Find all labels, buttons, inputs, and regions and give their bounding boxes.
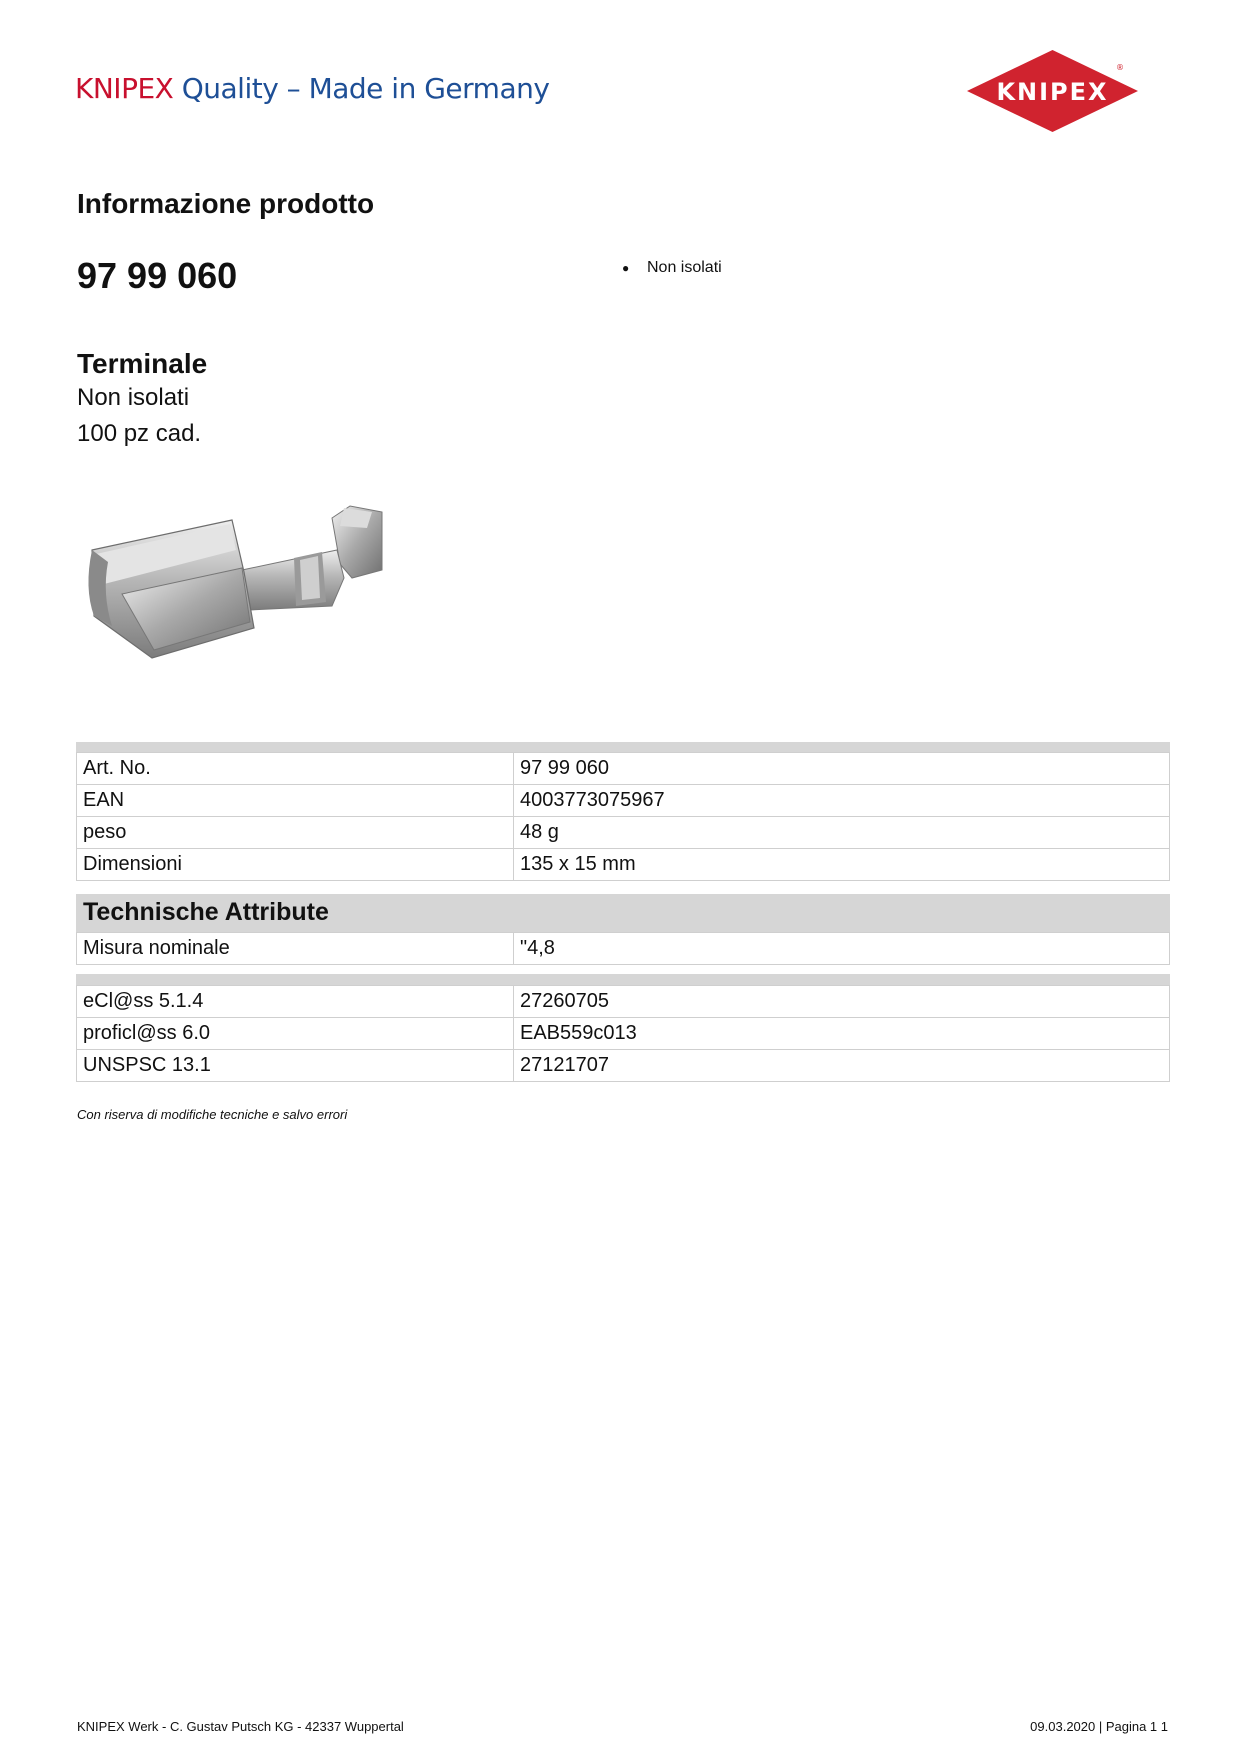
brand-tagline [75,72,549,105]
basic-info-table [76,752,1170,881]
product-name: Terminale [77,348,208,379]
feature-text: Non isolati [647,259,722,276]
table-row [77,1018,1170,1050]
logo-registered-mark: ® [1116,63,1124,72]
table-row [77,933,1170,965]
row-value: 4003773075967 [514,785,1170,817]
disclaimer-text: Con riserva di modifiche tecniche e salvo errori [77,1107,348,1122]
row-label: UNSPSC 13.1 [77,1050,514,1082]
article-number-heading: 97 99 060 [77,255,238,296]
row-value: EAB559c013 [514,1018,1170,1050]
page-title: Informazione prodotto [77,188,375,219]
brand-word: KNIPEX [75,72,174,105]
table-row [77,1050,1170,1082]
classification-table [76,985,1170,1082]
row-value: 27260705 [514,986,1170,1018]
row-label: eCl@ss 5.1.4 [77,986,514,1018]
row-label: proficl@ss 6.0 [77,1018,514,1050]
table-divider-bar [76,974,1170,985]
footer-company: KNIPEX Werk - C. Gustav Putsch KG - 42337 Wuppertal [77,1719,404,1734]
table-row [77,817,1170,849]
feature-item [622,258,722,278]
feature-list [622,258,722,278]
logo-text: KNIPEX [996,78,1109,106]
row-value: "4,8 [514,933,1170,965]
footer-date-page: 09.03.2020 | Pagina 1 1 [1030,1719,1168,1734]
brand-tagline-text: Quality – Made in Germany [181,72,550,105]
row-label: Art. No. [77,753,514,785]
row-label: Misura nominale [77,933,514,965]
table-row [77,753,1170,785]
row-value: 135 x 15 mm [514,849,1170,881]
technical-attributes-heading: Technische Attribute [76,894,1170,932]
table-row [77,785,1170,817]
technical-attributes-table [76,932,1170,965]
table-row [77,849,1170,881]
knipex-logo [965,48,1140,134]
row-value: 48 g [514,817,1170,849]
row-value: 27121707 [514,1050,1170,1082]
product-line-pack: 100 pz cad. [77,420,202,447]
bullet-icon: ● [622,261,630,275]
row-label: EAN [77,785,514,817]
row-label: peso [77,817,514,849]
row-label: Dimensioni [77,849,514,881]
product-line-insulation: Non isolati [77,384,190,411]
product-image [82,498,422,708]
row-value: 97 99 060 [514,753,1170,785]
table-row [77,986,1170,1018]
